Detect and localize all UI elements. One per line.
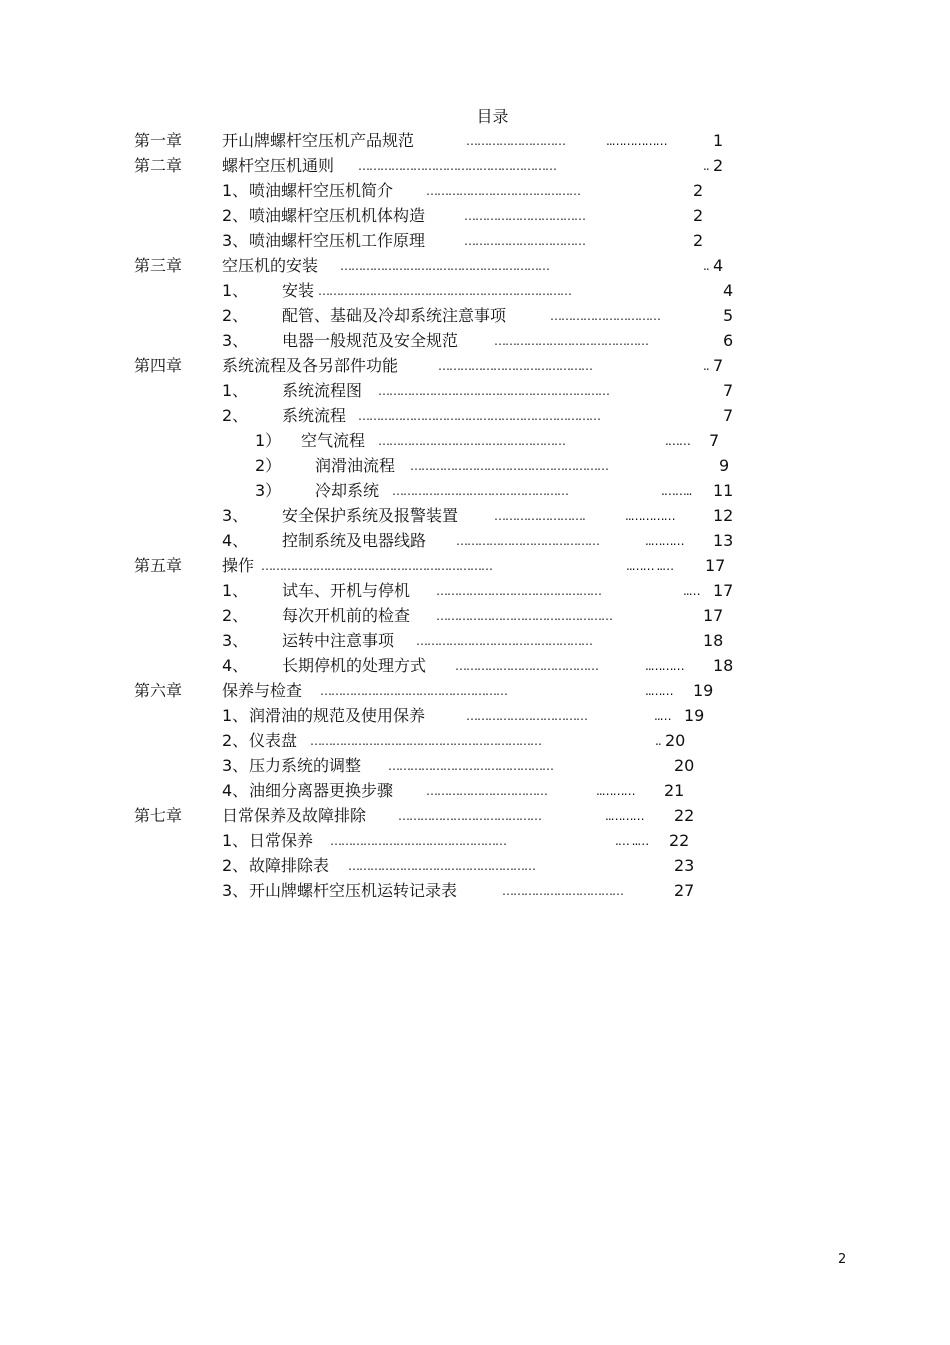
toc-entry-title: 压力系统的调整	[249, 756, 362, 775]
toc-page-number: 7	[709, 431, 720, 450]
toc-entry-number: 1、	[222, 281, 249, 300]
toc-leader-dots: ………………………………………………………	[261, 559, 492, 573]
toc-leader-dots: ………………………………………	[388, 759, 553, 773]
toc-leader-dots-tail: ..	[703, 159, 709, 173]
toc-entry-title: 系统流程及各另部件功能	[222, 356, 399, 375]
toc-entry-number: 3、	[222, 231, 249, 250]
toc-entry-title: 长期停机的处理方式	[282, 656, 427, 675]
toc-leader-dots: ………………………………………………	[410, 459, 608, 473]
toc-entry	[0, 880, 950, 902]
toc-entry	[0, 430, 950, 452]
toc-leader-dots-tail: ..………	[596, 784, 635, 798]
toc-entry	[0, 305, 950, 327]
toc-entry-number: 3）	[255, 481, 282, 500]
toc-entry-title: 螺杆空压机通则	[222, 156, 335, 175]
toc-leader-dots-tail: ..……	[645, 684, 673, 698]
toc-entry-title: 日常保养	[249, 831, 314, 850]
toc-entry	[0, 680, 950, 702]
toc-page-number: 18	[703, 631, 724, 650]
toc-leader-dots: ……………………………………………	[348, 859, 535, 873]
toc-title: 目录	[476, 107, 509, 126]
toc-entry	[0, 205, 950, 227]
toc-entry-title: 喷油螺杆空压机简介	[249, 181, 394, 200]
toc-entry	[0, 830, 950, 852]
toc-entry-title: 油细分离器更换步骤	[249, 781, 394, 800]
toc-entry-title: 电器一般规范及安全规范	[282, 331, 459, 350]
toc-entry-title: 配管、基础及冷却系统注意事项	[282, 306, 507, 325]
toc-leader-dots: …………………………………	[398, 809, 541, 823]
toc-entry	[0, 230, 950, 252]
toc-page-number: 19	[693, 681, 714, 700]
toc-page-number: 17	[703, 606, 724, 625]
toc-entry	[0, 280, 950, 302]
toc-entry-title: 喷油螺杆空压机机体构造	[249, 206, 426, 225]
toc-leader-dots: ……………………………	[426, 784, 547, 798]
toc-leader-dots: ……………………………	[466, 709, 587, 723]
toc-entry	[0, 155, 950, 177]
toc-entry-number: 1、	[222, 381, 249, 400]
toc-leader-dots-tail: ..………	[645, 534, 684, 548]
toc-leader-dots: ……………………………………	[494, 334, 648, 348]
toc-leader-dots: ………………………………………	[436, 584, 601, 598]
toc-entry-number: 3、	[222, 331, 249, 350]
toc-leader-dots: ……………………………………	[438, 359, 592, 373]
toc-entry-title: 试车、开机与停机	[282, 581, 411, 600]
toc-entry	[0, 180, 950, 202]
toc-leader-dots-tail: ..…………	[625, 509, 675, 523]
toc-entry	[0, 655, 950, 677]
toc-entry	[0, 755, 950, 777]
toc-page-number: 19	[684, 706, 705, 725]
toc-leader-dots-tail: .……..	[661, 484, 692, 498]
toc-entry-title: 运转中注意事项	[282, 631, 395, 650]
toc-page-number: 17	[705, 556, 726, 575]
toc-page-number: 7	[723, 381, 734, 400]
toc-chapter-label: 第六章	[134, 681, 183, 700]
toc-entry	[0, 455, 950, 477]
toc-entry-number: 3、	[222, 506, 249, 525]
toc-page-number: 27	[674, 881, 695, 900]
toc-entry-number: 3、	[222, 881, 249, 900]
toc-entry	[0, 555, 950, 577]
toc-page-number: 22	[669, 831, 690, 850]
toc-page-number: 20	[674, 756, 695, 775]
toc-entry	[0, 780, 950, 802]
toc-entry-title: 空压机的安装	[222, 256, 319, 275]
toc-leader-dots-tail: ..………	[605, 809, 644, 823]
toc-page-number: 2	[693, 231, 704, 250]
toc-entry-number: 2、	[222, 731, 249, 750]
toc-page-number: 2	[693, 206, 704, 225]
toc-entry-number: 4、	[222, 531, 249, 550]
toc-entry-title: 安装	[282, 281, 315, 300]
toc-leader-dots-tail: ..…	[683, 584, 700, 598]
toc-entry-title: 喷油螺杆空压机工作原理	[249, 231, 426, 250]
toc-leader-dots-tail: .… ..…	[615, 834, 649, 848]
toc-leader-dots: …………………………………………	[436, 609, 612, 623]
toc-entry-title: 系统流程	[282, 406, 347, 425]
toc-leader-dots: ………………………………………………………	[378, 384, 609, 398]
toc-entry-title: 开山牌螺杆空压机运转记录表	[249, 881, 458, 900]
toc-chapter-label: 第三章	[134, 256, 183, 275]
toc-entry	[0, 855, 950, 877]
toc-entry	[0, 805, 950, 827]
toc-entry-number: 2、	[222, 606, 249, 625]
toc-leader-dots-tail: ..	[655, 734, 661, 748]
toc-entry-number: 3、	[222, 756, 249, 775]
toc-page-number: 20	[665, 731, 686, 750]
toc-entry-title: 润滑油流程	[315, 456, 396, 475]
toc-entry	[0, 505, 950, 527]
toc-entry-title: 安全保护系统及报警装置	[282, 506, 459, 525]
toc-entry	[0, 630, 950, 652]
toc-leader-dots: ………………………	[466, 134, 565, 148]
toc-page-number: 13	[713, 531, 734, 550]
toc-page-number: 6	[723, 331, 734, 350]
toc-leader-dots: …………………………………………	[330, 834, 506, 848]
toc-entry-title: 每次开机前的检查	[282, 606, 411, 625]
toc-leader-dots: …………………………	[550, 309, 660, 323]
toc-page-number: 9	[719, 456, 730, 475]
toc-entry-number: 4、	[222, 656, 249, 675]
toc-chapter-label: 第七章	[134, 806, 183, 825]
toc-entry	[0, 605, 950, 627]
toc-chapter-label: 第四章	[134, 356, 183, 375]
toc-page-number: 2	[693, 181, 704, 200]
toc-entry-title: 系统流程图	[282, 381, 363, 400]
toc-entry-title: 开山牌螺杆空压机产品规范	[222, 131, 415, 150]
toc-leader-dots: ……………………………………………………………	[318, 284, 571, 298]
toc-entry	[0, 355, 950, 377]
toc-entry	[0, 530, 950, 552]
toc-page-number: 17	[713, 581, 734, 600]
toc-page-number: 12	[713, 506, 734, 525]
toc-leader-dots: ………………………………………………………	[310, 734, 541, 748]
toc-entry	[0, 255, 950, 277]
toc-entry	[0, 580, 950, 602]
toc-page-number: 23	[674, 856, 695, 875]
toc-entry-title: 润滑油的规范及使用保养	[249, 706, 426, 725]
toc-leader-dots-tail: .……	[665, 434, 690, 448]
toc-entry-title: 仪表盘	[249, 731, 298, 750]
toc-entry-number: 2、	[222, 856, 249, 875]
toc-page-number: 21	[664, 781, 685, 800]
toc-entry-title: 保养与检查	[222, 681, 303, 700]
toc-entry-number: 1、	[222, 706, 249, 725]
toc-entry-title: 空气流程	[301, 431, 366, 450]
toc-leader-dots: …………………………………	[455, 659, 598, 673]
toc-page-number: 7	[723, 406, 734, 425]
toc-leader-dots-tail: ..………	[645, 659, 684, 673]
toc-entry-title: 故障排除表	[249, 856, 330, 875]
toc-entry-number: 1）	[255, 431, 282, 450]
toc-leader-dots-tail: ..	[703, 359, 709, 373]
toc-entry	[0, 330, 950, 352]
toc-leader-dots: …………………………………………………………	[358, 409, 600, 423]
toc-leader-dots-tail: ..	[703, 259, 709, 273]
toc-leader-dots-tail: ..…	[654, 709, 671, 723]
toc-leader-dots: ……………………………	[464, 234, 585, 248]
toc-leader-dots: ………………………………………………	[358, 159, 556, 173]
toc-entry	[0, 380, 950, 402]
toc-chapter-label: 第五章	[134, 556, 183, 575]
toc-entry-number: 2）	[255, 456, 282, 475]
toc-leader-dots: …………………………………………………	[340, 259, 549, 273]
toc-page-number: 4	[713, 256, 724, 275]
toc-page-number: 5	[723, 306, 734, 325]
toc-entry-number: 2、	[222, 306, 249, 325]
toc-leader-dots: …………………….	[494, 509, 585, 523]
toc-entry-title: 控制系统及电器线路	[282, 531, 427, 550]
toc-chapter-label: 第二章	[134, 156, 183, 175]
toc-leader-dots-tail: ..…… ..…	[626, 559, 674, 573]
toc-entry-title: 操作	[222, 556, 255, 575]
toc-entry-number: 1、	[222, 581, 249, 600]
toc-entry	[0, 405, 950, 427]
toc-entry-number: 2、	[222, 406, 249, 425]
toc-page-number: 18	[713, 656, 734, 675]
toc-entry	[0, 705, 950, 727]
toc-page-number: 1	[713, 131, 724, 150]
toc-leader-dots: ……………………………………………	[378, 434, 565, 448]
toc-leader-dots: ……………………………	[502, 884, 623, 898]
toc-chapter-label: 第一章	[134, 131, 183, 150]
toc-page-number: 22	[674, 806, 695, 825]
toc-entry	[0, 480, 950, 502]
toc-leader-dots: ……………………………………	[426, 184, 580, 198]
toc-entry-number: 4、	[222, 781, 249, 800]
toc-entry-title: 日常保养及故障排除	[222, 806, 367, 825]
toc-entry-title: 冷却系统	[315, 481, 380, 500]
toc-entry	[0, 730, 950, 752]
page-number: 2	[838, 1252, 847, 1267]
toc-page-number: 2	[713, 156, 724, 175]
toc-entry	[0, 130, 950, 152]
toc-leader-dots: ……………………………………………	[320, 684, 507, 698]
toc-page-number: 11	[713, 481, 734, 500]
toc-leader-dots: …………………………………………	[416, 634, 592, 648]
toc-page-number: 4	[723, 281, 734, 300]
toc-leader-dots: …………………………………………	[392, 484, 568, 498]
toc-page-number: 7	[713, 356, 724, 375]
toc-leader-dots: ……………………………	[464, 209, 585, 223]
toc-entry-number: 1、	[222, 831, 249, 850]
toc-entry-number: 3、	[222, 631, 249, 650]
toc-leader-dots-tail: ..……………	[606, 134, 667, 148]
toc-entry-number: 1、	[222, 181, 249, 200]
toc-entry-number: 2、	[222, 206, 249, 225]
toc-leader-dots: …………………………………	[456, 534, 599, 548]
